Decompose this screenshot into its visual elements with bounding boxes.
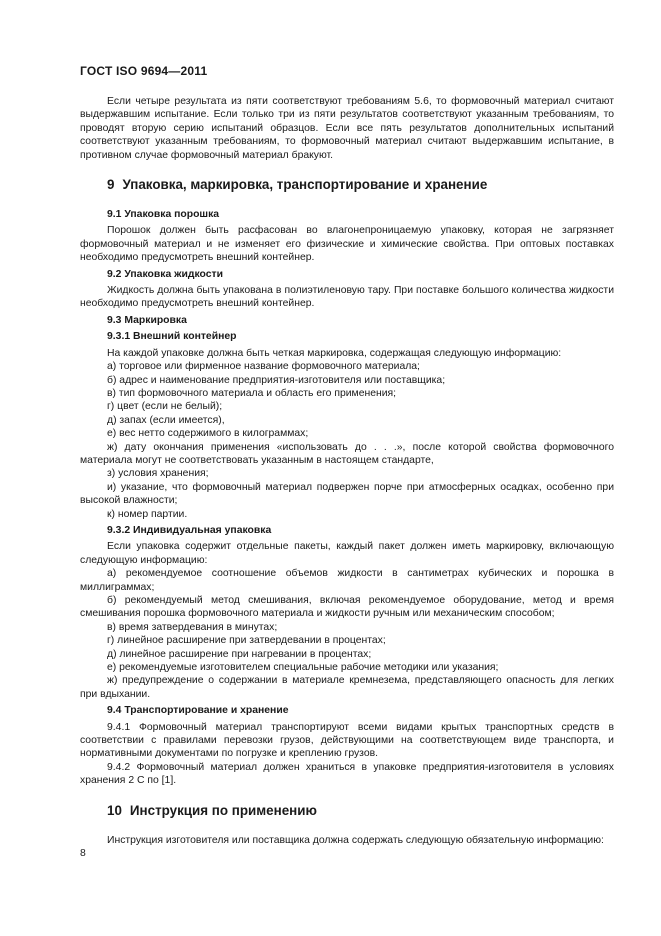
subsection-9-4-title: 9.4 Транспортирование и хранение	[107, 705, 289, 717]
list-item: и) указание, что формовочный материал подвержен порче при атмосферных осадках, особенно при высокой влажности;	[80, 481, 614, 507]
list-item: з) условия хранения;	[107, 468, 209, 480]
section-9-heading	[80, 177, 614, 193]
list-item: б) адрес и наименование предприятия-изготовителя или поставщика;	[107, 374, 446, 386]
subsection-9-2-title: 9.2 Упаковка жидкости	[107, 268, 223, 280]
subsection-9-3-1-text: На каждой упаковке должна быть четкая маркировка, содержащая следующую информацию:	[107, 347, 562, 359]
section-9-number: 9	[107, 177, 115, 193]
subsection-9-3-2-title: 9.3.2 Индивидуальная упаковка	[107, 524, 272, 536]
list-item: д) запах (если имеется),	[107, 414, 225, 426]
subsection-9-4-2-text: 9.4.2 Формовочный материал должен храниться в упаковке предприятия-изготовителя в условиях хранения 2 С по [1].	[80, 761, 614, 787]
subsection-9-1-text: Порошок должен быть расфасован во влагонепроницаемую упаковку, которая не загрязняет формовочный материал и не изменяет его физические и химические свойства. При оптовых поставках необходимо предусмотреть внешний контейнер.	[80, 225, 614, 264]
section-10-text: Инструкция изготовителя или поставщика должна содержать следующую обязательную информацию:	[107, 834, 604, 846]
list-item: е) вес нетто содержимого в килограммах;	[107, 428, 309, 440]
list-item: в) тип формовочного материала и область его применения;	[107, 387, 397, 399]
document-header: ГОСТ ISO 9694—2011	[80, 64, 208, 78]
list-item: к) номер партии.	[107, 508, 188, 520]
list-item: г) цвет (если не белый);	[107, 401, 223, 413]
section-10-number: 10	[107, 802, 122, 818]
subsection-9-3-1-title: 9.3.1 Внешний контейнер	[107, 331, 237, 343]
subsection-9-3-title: 9.3 Маркировка	[107, 314, 187, 326]
intro-paragraph: Если четыре результата из пяти соответствуют требованиям 5.6, то формовочный материал считают выдержавшим испытание. Если только три из пяти результатов соответствуют указанным требованиям, то проводят вторую серию испытаний образцов. Если все пять результатов дополнительных испытаний соответствуют указанным требованиям, то формовочный материал считают выдержавшим испытание, в противном случае формовочный материал бракуют.	[80, 96, 614, 161]
subsection-9-2-text: Жидкость должна быть упакована в полиэтиленовую тару. При поставке большого количества жидкости необходимо предусмотреть внешний контейнер.	[80, 285, 614, 310]
list-item: ж) дату окончания применения «использовать до . . .», после которой свойства формовочного материала могут не соответствовать указанным в настоящем стандарте,	[80, 441, 614, 466]
list-item: д) линейное расширение при нагревании в процентах;	[107, 648, 372, 660]
subsection-9-3-2-text: Если упаковка содержит отдельные пакеты, каждый пакет должен иметь маркировку, включающую следующую информацию:	[80, 541, 614, 566]
list-item: е) рекомендуемые изготовителем специальные рабочие методики или указания;	[107, 662, 499, 674]
list-item: а) рекомендуемое соотношение объемов жидкости в сантиметрах кубических и порошка в миллиграммах;	[80, 568, 614, 593]
document-body	[80, 95, 614, 847]
subsection-9-4-1-text: 9.4.1 Формовочный материал транспортируют всеми видами крытых транспортных средств в соответствии с правилами перевозки грузов, действующими на соответствующем виде транспорта, и нормативными документами по погрузке и креплению грузов.	[80, 721, 614, 760]
list-item: г) линейное расширение при затвердевании в процентах;	[107, 635, 386, 647]
list-item: б) рекомендуемый метод смешивания, включая рекомендуемое оборудование, метод и время смешивания порошка формовочного материала и жидкости ручным или механическим способом;	[80, 595, 614, 620]
section-10-heading	[80, 803, 614, 819]
list-item: в) время затвердевания в минутах;	[107, 621, 278, 633]
page-number: 8	[80, 848, 86, 859]
list-item: а) торговое или фирменное название формовочного материала;	[107, 361, 420, 373]
section-10-title: Инструкция по применению	[129, 802, 317, 818]
list-item: ж) предупреждение о содержании в материале кремнезема, представляющего опасность для легких при вдыхании.	[80, 675, 614, 700]
section-9-title: Упаковка, маркировка, транспортирование и хранение	[122, 177, 488, 193]
subsection-9-1-title: 9.1 Упаковка порошка	[107, 209, 220, 221]
